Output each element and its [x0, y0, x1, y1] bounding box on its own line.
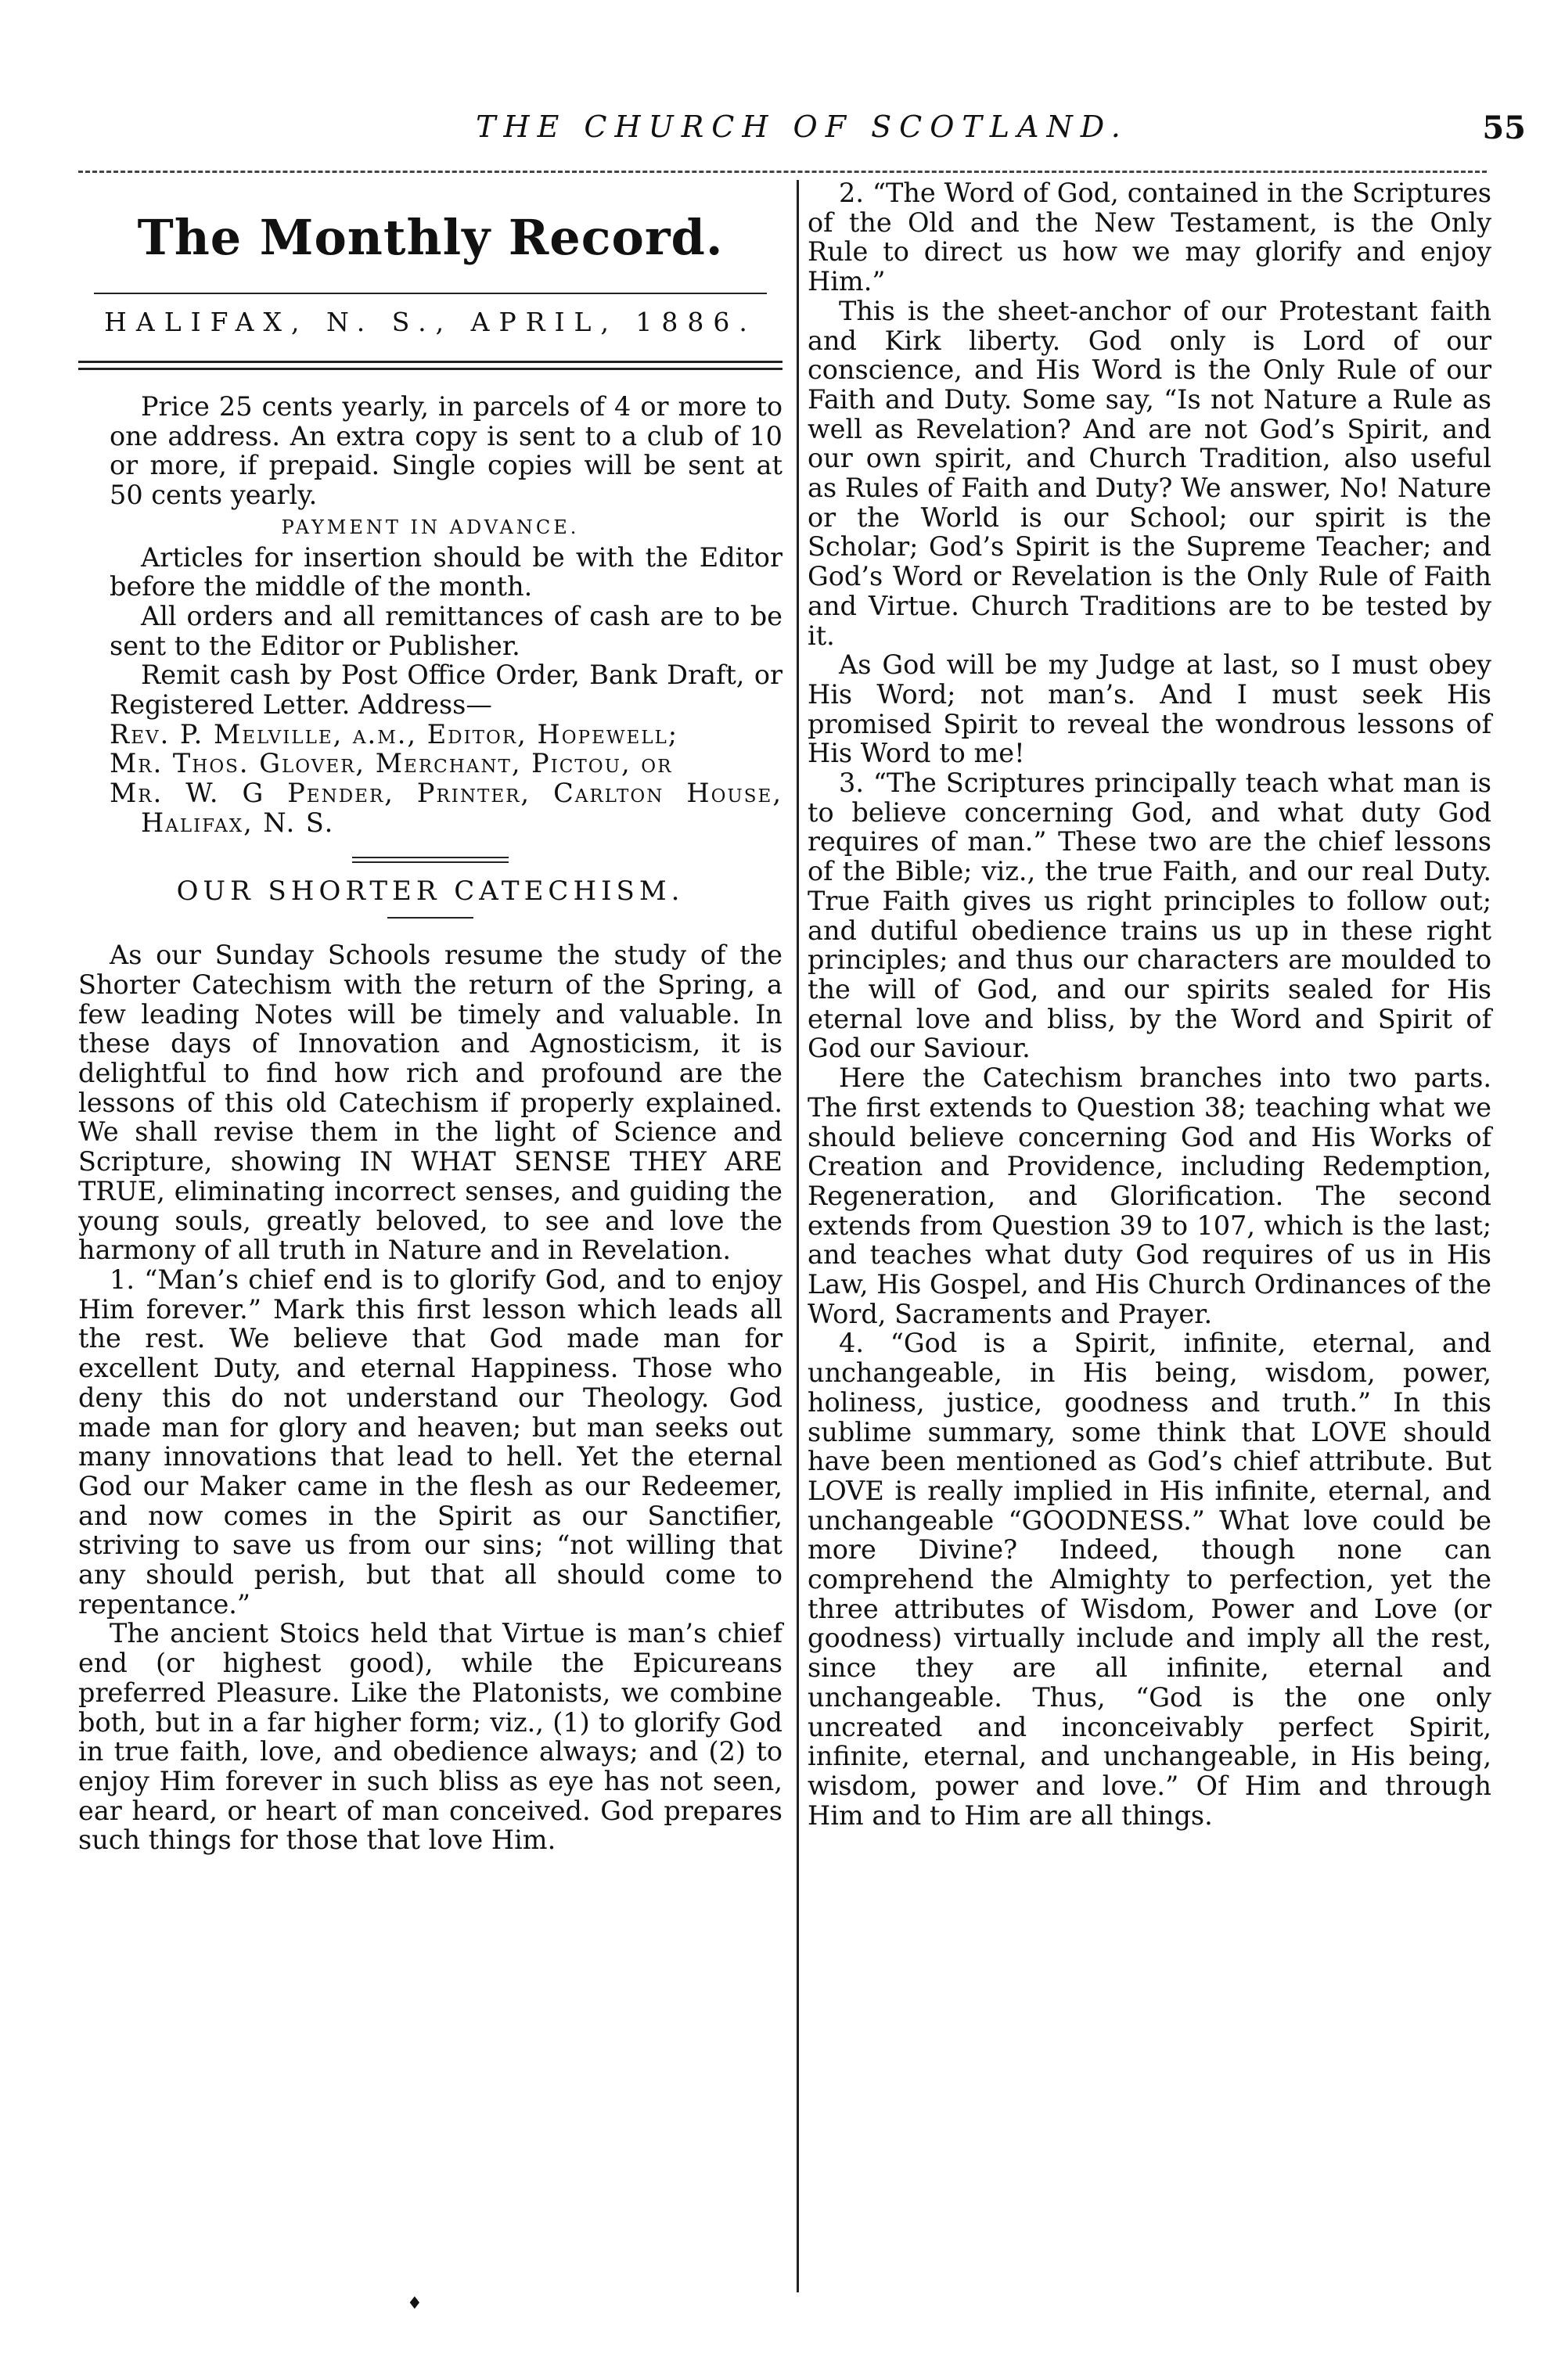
notice-remit: Remit cash by Post Office Order, Bank Draft, or Registered Letter. Address— — [110, 660, 782, 721]
column-divider — [797, 180, 799, 2292]
article-paragraph: As our Sunday Schools resume the study of the Shorter Catechism with the return of the Spring, a few leading Notes will be timely and valuable. In these days of Innovation and Agnosticism, it is delightful to find how rich and profound are the lessons of this old Catechism if properly explained. We shall revise them in the light of Science and Scripture, showing IN WHAT SENSE THEY ARE TRUE, eliminating incorrect senses, and guiding the young souls, greatly beloved, to see and love the harmony of all truth in Nature and in Revelation. — [78, 940, 782, 1266]
notice-orders: All orders and all remittances of cash are to be sent to the Editor or Publisher. — [110, 600, 782, 661]
masthead-rule — [94, 293, 767, 294]
article-paragraph: This is the sheet-anchor of our Protestant faith and Kirk liberty. God only is Lord of our conscience, and His Word is the Only Rule of our Faith and Duty. Some say, “Is not Nature a Rule as well as Revelation? And are not God’s Spirit, and our own spirit, and Church Tradition, also useful as Rules of Faith and Duty? We answer, No! Nature or the World is our School; our spirit is the Scholar; God’s Spirit is the Supreme Teacher; and God’s Word or Revelation is the Only Rule of Faith and Virtue. Church Traditions are to be tested by it. — [808, 295, 1491, 651]
address-editor: Rev. P. Melville, a.m., Editor, Hopewell; — [110, 718, 679, 750]
right-column — [808, 178, 1491, 1830]
running-title: THE CHURCH OF SCOTLAND. — [476, 110, 1128, 144]
notice-articles: Articles for insertion should be with the Editor before the middle of the month. — [110, 541, 782, 602]
section-title-rule — [387, 917, 473, 919]
notice-payment: PAYMENT IN ADVANCE. — [281, 516, 580, 538]
page-number: 55 — [1482, 110, 1526, 146]
article-paragraph: The ancient Stoics held that Virtue is man’s chief end (or highest good), while the Epicureans preferred Pleasure. Like the Platonists, we combine both, but in a far higher form; viz., (1) to glorify God in true faith, love, and obedience always; and (2) to enjoy Him forever in such bliss as eye has not seen, ear heard, or heart of man conceived. God prepares such things for those that love Him. — [78, 1618, 782, 1856]
address-merchant: Mr. Thos. Glover, Merchant, Pictou, or — [110, 748, 673, 779]
article-paragraph: Here the Catechism branches into two parts. The first extends to Question 38; teaching what we should believe concerning God and His Works of Creation and Providence, including Redemption, Regeneration, and Glorification. The second extends from Question 39 to 107, which is the last; and teaches what duty God requires of us in His Law, His Gospel, and His Church Ordinances of the Word, Sacraments and Prayer. — [808, 1062, 1491, 1329]
address-block — [78, 720, 782, 838]
bullet-ornament: ♦ — [407, 2294, 423, 2313]
notice-payment-wrap — [78, 510, 782, 543]
article-paragraph: 3. “The Scriptures principally teach what man is to believe concerning God, and what duty God requires of man.” These two are the chief lessons of the Bible; viz., the true Faith, and our real Duty. True Faith gives us right principles to follow out; and dutiful obedience trains us up in these right principles; and thus our characters are moulded to the will of God, and our spirits sealed for His eternal love and bliss, by the Word and Spirit of God our Saviour. — [808, 768, 1491, 1064]
section-rule — [352, 857, 509, 863]
header-rule — [78, 171, 1487, 173]
left-column — [78, 178, 782, 1855]
dateline: HALIFAX, N. S., APRIL, 1886. — [104, 307, 757, 337]
notice-price: Price 25 cents yearly, in parcels of 4 or more to one address. An extra copy is sent to a club of 10 or more, if prepaid. Single copies will be sent at 50 cents yearly. — [110, 391, 782, 511]
address-printer: Mr. W. G Pender, Printer, Carlton House, Halifax, N. S. — [110, 778, 782, 838]
article-paragraph: 2. “The Word of God, contained in the Scriptures of the Old and the New Testament, is the Only Rule to direct us how we may glorify and enjoy Him.” — [808, 178, 1491, 297]
article-paragraph: 1. “Man’s chief end is to glorify God, and to enjoy Him forever.” Mark this first lesson which leads all the rest. We believe that God made man for excellent Duty, and eternal Happiness. Those who deny this do not understand our Theology. God made man for glory and heaven; but man seeks out many innovations that lead to hell. Yet the eternal God our Maker came in the flesh as our Redeemer, and now comes in the Spirit as our Sanctifier, striving to save us from our sins; “not willing that any should perish, but that all should come to repentance.” — [78, 1264, 782, 1620]
article-paragraph: 4. “God is a Spirit, infinite, eternal, and unchangeable, in His being, wisdom, power, holiness, justice, goodness and truth.” In this sublime summary, some think that LOVE should have been mentioned as God’s chief attribute. But LOVE is really implied in His infinite, eternal, and unchangeable “GOODNESS.” What love could be more Divine? Indeed, though none can comprehend the Almighty to perfection, yet the three attributes of Wisdom, Power and Love (or goodness) virtually include and imply all the rest, since they are all infinite, eternal and unchangeable. Thus, “God is the one only uncreated and inconceivably perfect Spirit, infinite, eternal, and unchangeable, in His being, wisdom, power and love.” Of Him and through Him and to Him are all things. — [808, 1328, 1491, 1831]
running-head — [78, 110, 1526, 156]
dateline-rule — [78, 361, 782, 370]
section-title: OUR SHORTER CATECHISM. — [176, 875, 685, 907]
masthead: The Monthly Record. — [137, 209, 724, 266]
article-paragraph: As God will be my Judge at last, so I must obey His Word; not man’s. And I must seek His promised Spirit to reveal the wondrous lessons of His Word to me! — [808, 649, 1491, 769]
